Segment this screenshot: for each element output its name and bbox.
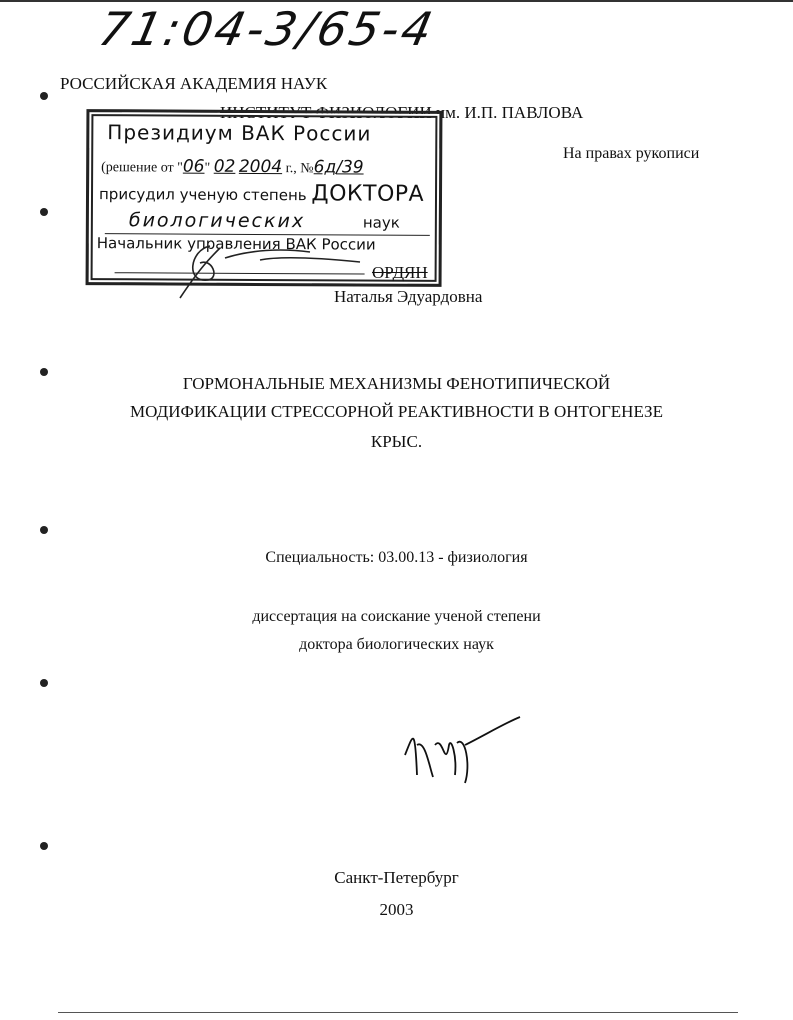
stamp-degree: ДОКТОРА [311, 181, 425, 207]
stamp-science-unit: наук [362, 213, 400, 232]
specialty: Специальность: 03.00.13 - физиология [265, 549, 528, 566]
year: 2003 [379, 900, 414, 919]
stamp-day: 06 [182, 156, 205, 177]
stamp-head-title: Начальник управления ВАК России [96, 234, 376, 254]
stamp-decision [101, 156, 364, 177]
margin-mark [40, 679, 48, 687]
stamp-awarded [99, 180, 424, 207]
stamp-science-handwritten: биологических [128, 209, 306, 233]
institute-name-struck: ИНСТИТУТ ФИЗИОЛОГИИ [220, 103, 432, 122]
author-surname: ОРДЯН [372, 263, 428, 282]
margin-mark [40, 208, 48, 216]
archive-number: 71:04-3/65-4 [94, 2, 441, 56]
dissertation-title-line-2: МОДИФИКАЦИИ СТРЕССОРНОЙ РЕАКТИВНОСТИ В ОНТОГЕНЕЗЕ [130, 402, 663, 421]
stamp-awarded-text: присудил ученую степень [98, 185, 312, 205]
margin-mark [40, 842, 48, 850]
stamp-signature-stroke [180, 246, 360, 298]
degree-line-2: доктора биологических наук [299, 636, 494, 653]
city: Санкт-Петербург [334, 868, 459, 887]
stamp-number: 6д/39 [313, 157, 364, 178]
stamp-number-prefix: г., № [282, 161, 314, 177]
degree-line-1: диссертация на соискание ученой степени [252, 608, 541, 625]
margin-mark [40, 526, 48, 534]
stamp-year: 2004 [238, 156, 283, 178]
margin-mark [40, 368, 48, 376]
margin-mark [40, 92, 48, 100]
manuscript-note: На правах рукописи [563, 145, 700, 162]
bottom-rule [58, 1012, 738, 1013]
stamp-month: 02 [213, 156, 236, 177]
stamp-decision-prefix: (решение от " [101, 160, 183, 176]
author-signature [395, 715, 525, 785]
dissertation-title-line-1: ГОРМОНАЛЬНЫЕ МЕХАНИЗМЫ ФЕНОТИПИЧЕСКОЙ [182, 374, 611, 393]
institute-name-rest: им. И.П. ПАВЛОВА [431, 103, 584, 122]
stamp-sep-1: " [204, 160, 214, 176]
dissertation-title-line-3: КРЫС. [370, 432, 423, 451]
stamp-title: Президиум ВАК России [107, 120, 372, 146]
author-name: Наталья Эдуардовна [334, 287, 483, 306]
author-signature-stroke [405, 717, 520, 783]
academy-name: РОССИЙСКАЯ АКАДЕМИЯ НАУК [60, 74, 328, 93]
